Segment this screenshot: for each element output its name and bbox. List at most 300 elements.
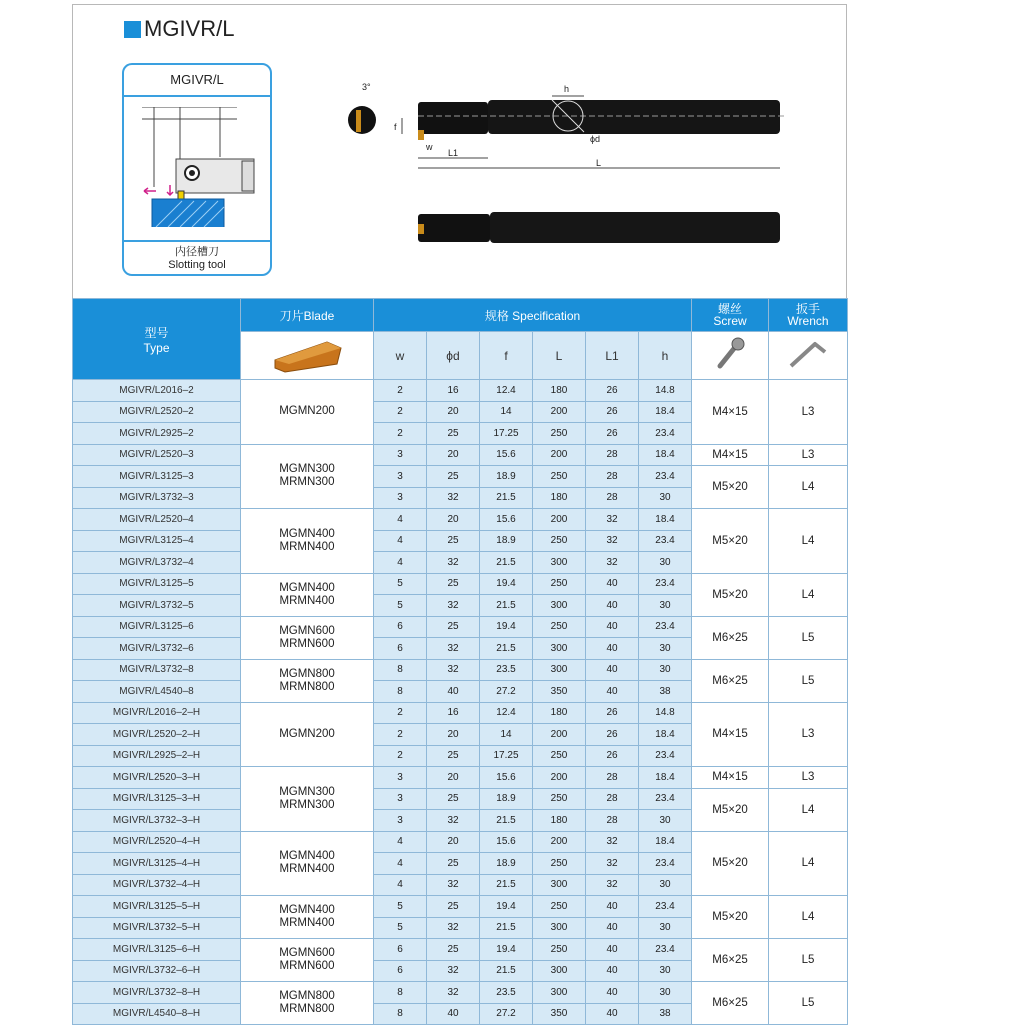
value-cell-f: 18.9	[480, 853, 533, 875]
screw-cell: M4×15	[692, 444, 769, 466]
bar-photo-insert-icon	[418, 224, 424, 234]
blade-code: MRMN600	[279, 960, 335, 972]
value-cell-w: 4	[374, 874, 427, 896]
value-cell-L: 200	[533, 444, 586, 466]
value-cell-w: 6	[374, 939, 427, 961]
wrench-header	[769, 299, 848, 332]
type-cell: MGIVR/L3732–8	[73, 659, 241, 681]
l-label: L	[596, 158, 602, 168]
blade-code: MGMN400	[279, 850, 335, 863]
value-cell-d: 32	[427, 982, 480, 1004]
value-cell-f: 18.9	[480, 530, 533, 552]
value-cell-L1: 40	[586, 982, 639, 1004]
screw-header-en: Screw	[713, 314, 747, 328]
value-cell-w: 2	[374, 724, 427, 746]
screw-cell: M6×25	[692, 982, 769, 1025]
wrench-cell: L5	[769, 616, 848, 659]
col-w: w	[374, 332, 427, 380]
value-cell-L1: 40	[586, 595, 639, 617]
type-cell: MGIVR/L3732–5–H	[73, 917, 241, 939]
type-cell: MGIVR/L3125–3	[73, 466, 241, 488]
value-cell-d: 20	[427, 401, 480, 423]
value-cell-L: 180	[533, 810, 586, 832]
type-cell: MGIVR/L3732–5	[73, 595, 241, 617]
value-cell-L: 200	[533, 401, 586, 423]
value-cell-f: 21.5	[480, 487, 533, 509]
card-footer	[124, 240, 270, 274]
bar-head	[418, 102, 488, 134]
table-row	[73, 939, 848, 961]
value-cell-w: 4	[374, 831, 427, 853]
screw-header-cn: 螺丝	[717, 302, 742, 316]
value-cell-L1: 40	[586, 573, 639, 595]
value-cell-h: 23.4	[639, 745, 692, 767]
tool-illustration-card	[122, 63, 272, 276]
value-cell-L: 250	[533, 466, 586, 488]
title-text: MGIVR/L	[144, 16, 235, 41]
end-view-icon	[348, 106, 376, 134]
value-cell-f: 18.9	[480, 788, 533, 810]
value-cell-h: 18.4	[639, 444, 692, 466]
blade-cell	[241, 659, 374, 702]
value-cell-L1: 28	[586, 466, 639, 488]
blade-cell	[241, 573, 374, 616]
boring-bar-drawing	[340, 78, 790, 253]
value-cell-L1: 40	[586, 1003, 639, 1025]
type-cell: MGIVR/L2520–2	[73, 401, 241, 423]
type-cell: MGIVR/L3732–4	[73, 552, 241, 574]
type-cell: MGIVR/L2016–2–H	[73, 702, 241, 724]
value-cell-L1: 40	[586, 681, 639, 703]
value-cell-f: 21.5	[480, 874, 533, 896]
value-cell-L: 200	[533, 724, 586, 746]
blade-code: MGMN400	[279, 904, 335, 916]
value-cell-f: 21.5	[480, 810, 533, 832]
type-cell: MGIVR/L3732–3–H	[73, 810, 241, 832]
type-cell: MGIVR/L4540–8	[73, 681, 241, 703]
value-cell-w: 3	[374, 466, 427, 488]
value-cell-h: 23.4	[639, 853, 692, 875]
screw-cell: M4×15	[692, 380, 769, 445]
type-header-cn: 型号	[144, 325, 169, 340]
value-cell-L: 250	[533, 423, 586, 445]
blade-cell	[241, 982, 374, 1025]
value-cell-L1: 32	[586, 831, 639, 853]
wrench-cell: L4	[769, 466, 848, 509]
insert-icon	[418, 130, 424, 140]
value-cell-d: 32	[427, 960, 480, 982]
value-cell-d: 16	[427, 702, 480, 724]
type-cell: MGIVR/L3125–6	[73, 616, 241, 638]
wrench-cell: L4	[769, 573, 848, 616]
value-cell-w: 8	[374, 982, 427, 1004]
spec-table-body	[73, 380, 848, 1025]
table-row	[73, 616, 848, 638]
table-row	[73, 702, 848, 724]
value-cell-L1: 32	[586, 853, 639, 875]
value-cell-L1: 32	[586, 874, 639, 896]
col-f: f	[480, 332, 533, 380]
value-cell-h: 23.4	[639, 896, 692, 918]
card-heading: MGIVR/L	[124, 65, 270, 97]
bar-shank	[488, 100, 780, 134]
wrench-cell: L3	[769, 444, 848, 466]
type-cell: MGIVR/L2520–3	[73, 444, 241, 466]
slotting-diagram-icon	[142, 107, 257, 227]
value-cell-L: 250	[533, 896, 586, 918]
type-cell: MGIVR/L2925–2–H	[73, 745, 241, 767]
blade-cell	[241, 702, 374, 767]
value-cell-f: 21.5	[480, 917, 533, 939]
screw-icon	[710, 334, 750, 374]
value-cell-d: 40	[427, 681, 480, 703]
value-cell-h: 18.4	[639, 724, 692, 746]
d-label: ϕd	[590, 134, 601, 144]
col-L: L	[533, 332, 586, 380]
type-header-en: Type	[143, 340, 170, 355]
type-cell: MGIVR/L3732–3	[73, 487, 241, 509]
value-cell-w: 6	[374, 638, 427, 660]
screw-cell: M5×20	[692, 509, 769, 574]
value-cell-h: 18.4	[639, 509, 692, 531]
blade-code: MRMN800	[279, 1003, 335, 1015]
value-cell-w: 4	[374, 530, 427, 552]
value-cell-L: 180	[533, 702, 586, 724]
l1-label: L1	[448, 148, 459, 158]
type-header	[73, 299, 241, 380]
value-cell-L: 300	[533, 552, 586, 574]
value-cell-L1: 28	[586, 788, 639, 810]
value-cell-L1: 32	[586, 552, 639, 574]
value-cell-h: 23.4	[639, 530, 692, 552]
wrench-cell: L5	[769, 939, 848, 982]
value-cell-L1: 40	[586, 616, 639, 638]
value-cell-f: 14	[480, 401, 533, 423]
value-cell-h: 14.8	[639, 702, 692, 724]
blade-code: MGMN200	[279, 727, 335, 740]
blade-code: MRMN400	[279, 863, 335, 876]
value-cell-w: 2	[374, 401, 427, 423]
blade-code: MRMN300	[279, 798, 335, 811]
screw-cell: M6×25	[692, 616, 769, 659]
value-cell-h: 38	[639, 1003, 692, 1025]
value-cell-L1: 26	[586, 380, 639, 402]
value-cell-f: 27.2	[480, 681, 533, 703]
value-cell-d: 25	[427, 466, 480, 488]
value-cell-h: 18.4	[639, 831, 692, 853]
value-cell-L1: 40	[586, 917, 639, 939]
value-cell-w: 4	[374, 509, 427, 531]
table-row	[73, 896, 848, 918]
value-cell-w: 3	[374, 788, 427, 810]
spec-header: 规格 Specification	[374, 299, 692, 332]
value-cell-w: 6	[374, 960, 427, 982]
value-cell-h: 30	[639, 982, 692, 1004]
blade-insert-icon	[267, 334, 347, 374]
value-cell-w: 5	[374, 595, 427, 617]
value-cell-f: 14	[480, 724, 533, 746]
value-cell-w: 4	[374, 552, 427, 574]
value-cell-d: 32	[427, 487, 480, 509]
value-cell-d: 32	[427, 659, 480, 681]
screw-cell: M6×25	[692, 939, 769, 982]
value-cell-f: 19.4	[480, 573, 533, 595]
value-cell-d: 25	[427, 573, 480, 595]
screw-header	[692, 299, 769, 332]
value-cell-d: 25	[427, 745, 480, 767]
value-cell-L: 250	[533, 939, 586, 961]
value-cell-h: 18.4	[639, 767, 692, 789]
page-title	[124, 16, 234, 42]
value-cell-f: 17.25	[480, 745, 533, 767]
screw-cell: M5×20	[692, 896, 769, 939]
value-cell-d: 40	[427, 1003, 480, 1025]
value-cell-w: 8	[374, 681, 427, 703]
value-cell-L: 300	[533, 917, 586, 939]
screw-cell: M5×20	[692, 831, 769, 896]
value-cell-d: 32	[427, 638, 480, 660]
value-cell-L1: 26	[586, 745, 639, 767]
value-cell-L1: 26	[586, 423, 639, 445]
value-cell-d: 32	[427, 874, 480, 896]
value-cell-w: 3	[374, 487, 427, 509]
blade-header: 刀片Blade	[241, 299, 374, 332]
value-cell-f: 12.4	[480, 702, 533, 724]
table-row	[73, 466, 848, 488]
value-cell-h: 23.4	[639, 616, 692, 638]
value-cell-d: 25	[427, 896, 480, 918]
wrench-cell: L3	[769, 702, 848, 767]
value-cell-d: 32	[427, 917, 480, 939]
value-cell-L: 300	[533, 982, 586, 1004]
value-cell-d: 16	[427, 380, 480, 402]
value-cell-w: 5	[374, 896, 427, 918]
value-cell-h: 30	[639, 810, 692, 832]
value-cell-d: 32	[427, 810, 480, 832]
wrench-image-cell	[769, 332, 848, 380]
wrench-cell: L5	[769, 982, 848, 1025]
value-cell-h: 23.4	[639, 466, 692, 488]
value-cell-w: 5	[374, 917, 427, 939]
type-cell: MGIVR/L2520–4	[73, 509, 241, 531]
table-row	[73, 831, 848, 853]
type-cell: MGIVR/L3125–5	[73, 573, 241, 595]
value-cell-L: 180	[533, 380, 586, 402]
wrench-cell: L4	[769, 788, 848, 831]
value-cell-h: 23.4	[639, 573, 692, 595]
blade-cell	[241, 767, 374, 832]
value-cell-f: 19.4	[480, 616, 533, 638]
type-cell: MGIVR/L3125–6–H	[73, 939, 241, 961]
value-cell-h: 14.8	[639, 380, 692, 402]
table-row	[73, 444, 848, 466]
spec-table	[72, 298, 848, 1025]
value-cell-L: 200	[533, 831, 586, 853]
value-cell-h: 18.4	[639, 401, 692, 423]
value-cell-L1: 32	[586, 509, 639, 531]
blade-code: MGMN600	[279, 947, 335, 959]
type-cell: MGIVR/L3125–4–H	[73, 853, 241, 875]
blade-image-cell	[241, 332, 374, 380]
blade-code: MGMN300	[279, 785, 335, 798]
w-label: w	[426, 142, 433, 152]
value-cell-d: 25	[427, 530, 480, 552]
type-cell: MGIVR/L2520–3–H	[73, 767, 241, 789]
value-cell-d: 25	[427, 423, 480, 445]
screw-cell: M4×15	[692, 767, 769, 789]
value-cell-f: 21.5	[480, 638, 533, 660]
value-cell-w: 2	[374, 745, 427, 767]
card-footer-en: Slotting tool	[168, 259, 226, 271]
value-cell-L: 200	[533, 509, 586, 531]
value-cell-L1: 40	[586, 638, 639, 660]
value-cell-d: 25	[427, 616, 480, 638]
screw-cell: M5×20	[692, 466, 769, 509]
value-cell-f: 21.5	[480, 595, 533, 617]
blade-code: MRMN400	[279, 540, 335, 553]
value-cell-w: 5	[374, 573, 427, 595]
blade-code: MGMN400	[279, 581, 335, 594]
value-cell-w: 3	[374, 810, 427, 832]
value-cell-f: 27.2	[480, 1003, 533, 1025]
value-cell-L: 250	[533, 616, 586, 638]
value-cell-w: 3	[374, 767, 427, 789]
value-cell-w: 2	[374, 702, 427, 724]
screw-cell: M6×25	[692, 659, 769, 702]
value-cell-L: 250	[533, 573, 586, 595]
table-row	[73, 767, 848, 789]
value-cell-L: 300	[533, 595, 586, 617]
title-square-icon	[124, 21, 141, 38]
type-cell: MGIVR/L3125–5–H	[73, 896, 241, 918]
value-cell-h: 30	[639, 638, 692, 660]
value-cell-L: 300	[533, 874, 586, 896]
col-L1: L1	[586, 332, 639, 380]
blade-code: MRMN600	[279, 637, 335, 650]
value-cell-w: 8	[374, 1003, 427, 1025]
value-cell-f: 15.6	[480, 444, 533, 466]
wrench-cell: L5	[769, 659, 848, 702]
blade-code: MGMN200	[279, 405, 335, 418]
blade-cell	[241, 831, 374, 896]
value-cell-L1: 28	[586, 810, 639, 832]
hex-wrench-icon	[785, 334, 831, 374]
type-cell: MGIVR/L2925–2	[73, 423, 241, 445]
value-cell-d: 20	[427, 831, 480, 853]
value-cell-L: 300	[533, 960, 586, 982]
value-cell-h: 30	[639, 595, 692, 617]
value-cell-f: 17.25	[480, 423, 533, 445]
type-cell: MGIVR/L2520–2–H	[73, 724, 241, 746]
value-cell-f: 15.6	[480, 767, 533, 789]
blade-code: MRMN800	[279, 680, 335, 693]
value-cell-f: 19.4	[480, 939, 533, 961]
table-row	[73, 509, 848, 531]
table-row	[73, 788, 848, 810]
value-cell-f: 15.6	[480, 831, 533, 853]
value-cell-d: 20	[427, 444, 480, 466]
blade-code: MGMN400	[279, 527, 335, 540]
value-cell-d: 32	[427, 552, 480, 574]
value-cell-d: 20	[427, 509, 480, 531]
blade-cell	[241, 380, 374, 445]
value-cell-w: 3	[374, 444, 427, 466]
value-cell-d: 25	[427, 853, 480, 875]
value-cell-f: 18.9	[480, 466, 533, 488]
blade-code: MGMN600	[279, 624, 335, 637]
value-cell-f: 15.6	[480, 509, 533, 531]
value-cell-L1: 26	[586, 724, 639, 746]
card-footer-cn: 内径槽刀	[175, 246, 219, 258]
value-cell-L1: 40	[586, 960, 639, 982]
col-d: ϕd	[427, 332, 480, 380]
value-cell-L: 250	[533, 853, 586, 875]
value-cell-L: 350	[533, 681, 586, 703]
value-cell-h: 30	[639, 487, 692, 509]
type-cell: MGIVR/L3732–8–H	[73, 982, 241, 1004]
value-cell-w: 6	[374, 616, 427, 638]
wrench-cell: L4	[769, 831, 848, 896]
bar-photo-head	[418, 214, 490, 242]
blade-cell	[241, 896, 374, 939]
value-cell-w: 2	[374, 380, 427, 402]
blade-code: MRMN400	[279, 594, 335, 607]
value-cell-L1: 32	[586, 530, 639, 552]
value-cell-h: 23.4	[639, 423, 692, 445]
value-cell-w: 4	[374, 853, 427, 875]
value-cell-d: 20	[427, 767, 480, 789]
value-cell-w: 2	[374, 423, 427, 445]
end-view-insert-icon	[356, 110, 361, 132]
blade-cell	[241, 509, 374, 574]
value-cell-h: 38	[639, 681, 692, 703]
blade-cell	[241, 616, 374, 659]
value-cell-f: 12.4	[480, 380, 533, 402]
value-cell-L1: 28	[586, 444, 639, 466]
table-row	[73, 659, 848, 681]
value-cell-L: 250	[533, 530, 586, 552]
col-h: h	[639, 332, 692, 380]
type-cell: MGIVR/L2520–4–H	[73, 831, 241, 853]
value-cell-L1: 26	[586, 702, 639, 724]
value-cell-L1: 40	[586, 659, 639, 681]
blade-cell	[241, 444, 374, 509]
value-cell-h: 30	[639, 552, 692, 574]
table-row	[73, 573, 848, 595]
screw-cell: M5×20	[692, 788, 769, 831]
angle-label: 3°	[362, 82, 371, 92]
value-cell-L: 250	[533, 788, 586, 810]
blade-code: MRMN300	[279, 476, 335, 489]
wrench-cell: L4	[769, 896, 848, 939]
value-cell-d: 25	[427, 939, 480, 961]
type-cell: MGIVR/L4540–8–H	[73, 1003, 241, 1025]
f-label: f	[394, 122, 397, 132]
value-cell-h: 30	[639, 917, 692, 939]
wrench-header-en: Wrench	[787, 314, 829, 328]
type-cell: MGIVR/L3125–4	[73, 530, 241, 552]
value-cell-L1: 28	[586, 487, 639, 509]
wrench-header-cn: 扳手	[795, 302, 820, 316]
value-cell-L: 350	[533, 1003, 586, 1025]
wrench-cell: L3	[769, 380, 848, 445]
value-cell-L: 250	[533, 745, 586, 767]
table-row	[73, 380, 848, 402]
table-row	[73, 982, 848, 1004]
value-cell-d: 20	[427, 724, 480, 746]
value-cell-L1: 26	[586, 401, 639, 423]
value-cell-L: 300	[533, 659, 586, 681]
